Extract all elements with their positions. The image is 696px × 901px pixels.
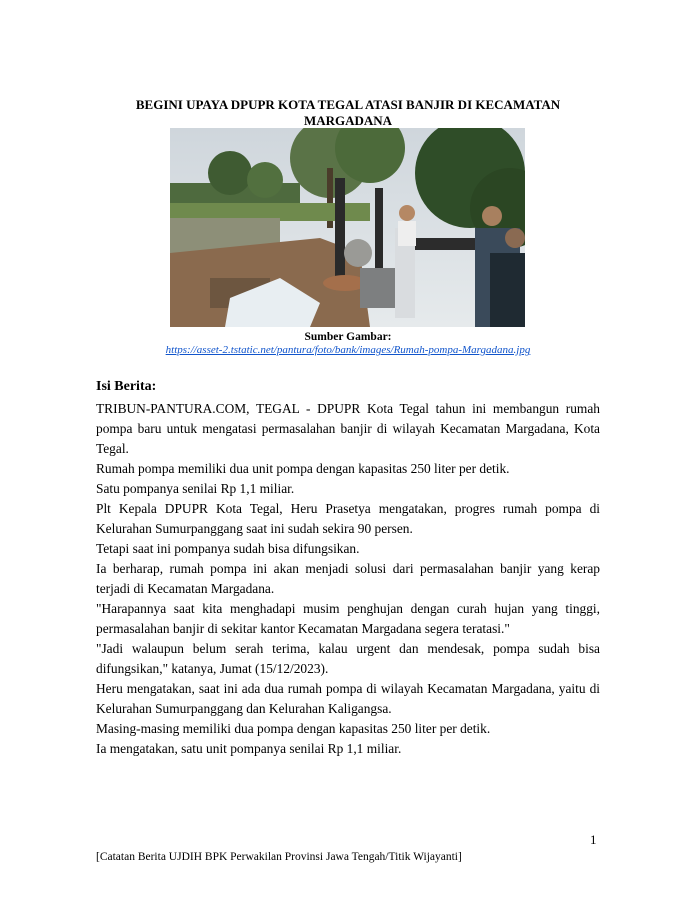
page-footer: [Catatan Berita UJDIH BPK Perwakilan Provinsi Jawa Tengah/Titik Wijayanti] <box>96 851 462 863</box>
title-line-1: BEGINI UPAYA DPUPR KOTA TEGAL ATASI BANJIR DI KECAMATAN <box>135 97 561 112</box>
news-photo <box>170 128 525 327</box>
paragraph-4: Plt Kepala DPUPR Kota Tegal, Heru Prasetya mengatakan, progres rumah pompa di Kelurahan Sumurpanggang saat ini sudah sekira 90 persen. <box>96 501 600 536</box>
pump-house-photo <box>170 128 525 327</box>
paragraph-10: Masing-masing memiliki dua pompa dengan kapasitas 250 liter per detik. <box>96 721 491 736</box>
paragraph-8: "Jadi walaupun belum serah terima, kalau urgent dan mendesak, pompa sudah bisa difungsikan," katanya, Jumat (15/12/2023). <box>96 641 600 676</box>
paragraph-9: Heru mengatakan, saat ini ada dua rumah pompa di wilayah Kecamatan Margadana, yaitu di Kelurahan Sumurpanggang dan Kelurahan Kaligangsa. <box>96 681 600 716</box>
paragraph-6: Ia berharap, rumah pompa ini akan menjadi solusi dari permasalahan banjir yang kerap terjadi di Kecamatan Margadana. <box>96 561 600 596</box>
paragraph-3: Satu pompanya senilai Rp 1,1 miliar. <box>96 481 295 496</box>
paragraph-2: Rumah pompa memiliki dua unit pompa dengan kapasitas 250 liter per detik. <box>96 461 510 476</box>
image-source-link[interactable]: https://asset-2.tstatic.net/pantura/foto/bank/images/Rumah-pompa-Margadana.jpg <box>165 344 531 356</box>
title-line-2: MARGADANA <box>303 113 393 128</box>
document-title <box>96 97 600 129</box>
paragraph-11: Ia mengatakan, satu unit pompanya senilai Rp 1,1 miliar. <box>96 741 402 756</box>
section-heading: Isi Berita: <box>96 379 157 394</box>
paragraph-5: Tetapi saat ini pompanya sudah bisa difungsikan. <box>96 541 360 556</box>
image-caption-label: Sumber Gambar: <box>304 331 392 343</box>
page-number: 1 <box>590 832 597 847</box>
paragraph-1: TRIBUN-PANTURA.COM, TEGAL - DPUPR Kota Tegal tahun ini membangun rumah pompa baru untuk mengatasi permasalahan banjir di wilayah Kecamatan Margadana, Kota Tegal. <box>96 401 600 456</box>
paragraph-7: "Harapannya saat kita menghadapi musim penghujan dengan curah hujan yang tinggi, permasalahan banjir di sekitar kantor Kecamatan Margadana segera teratasi." <box>96 601 600 636</box>
